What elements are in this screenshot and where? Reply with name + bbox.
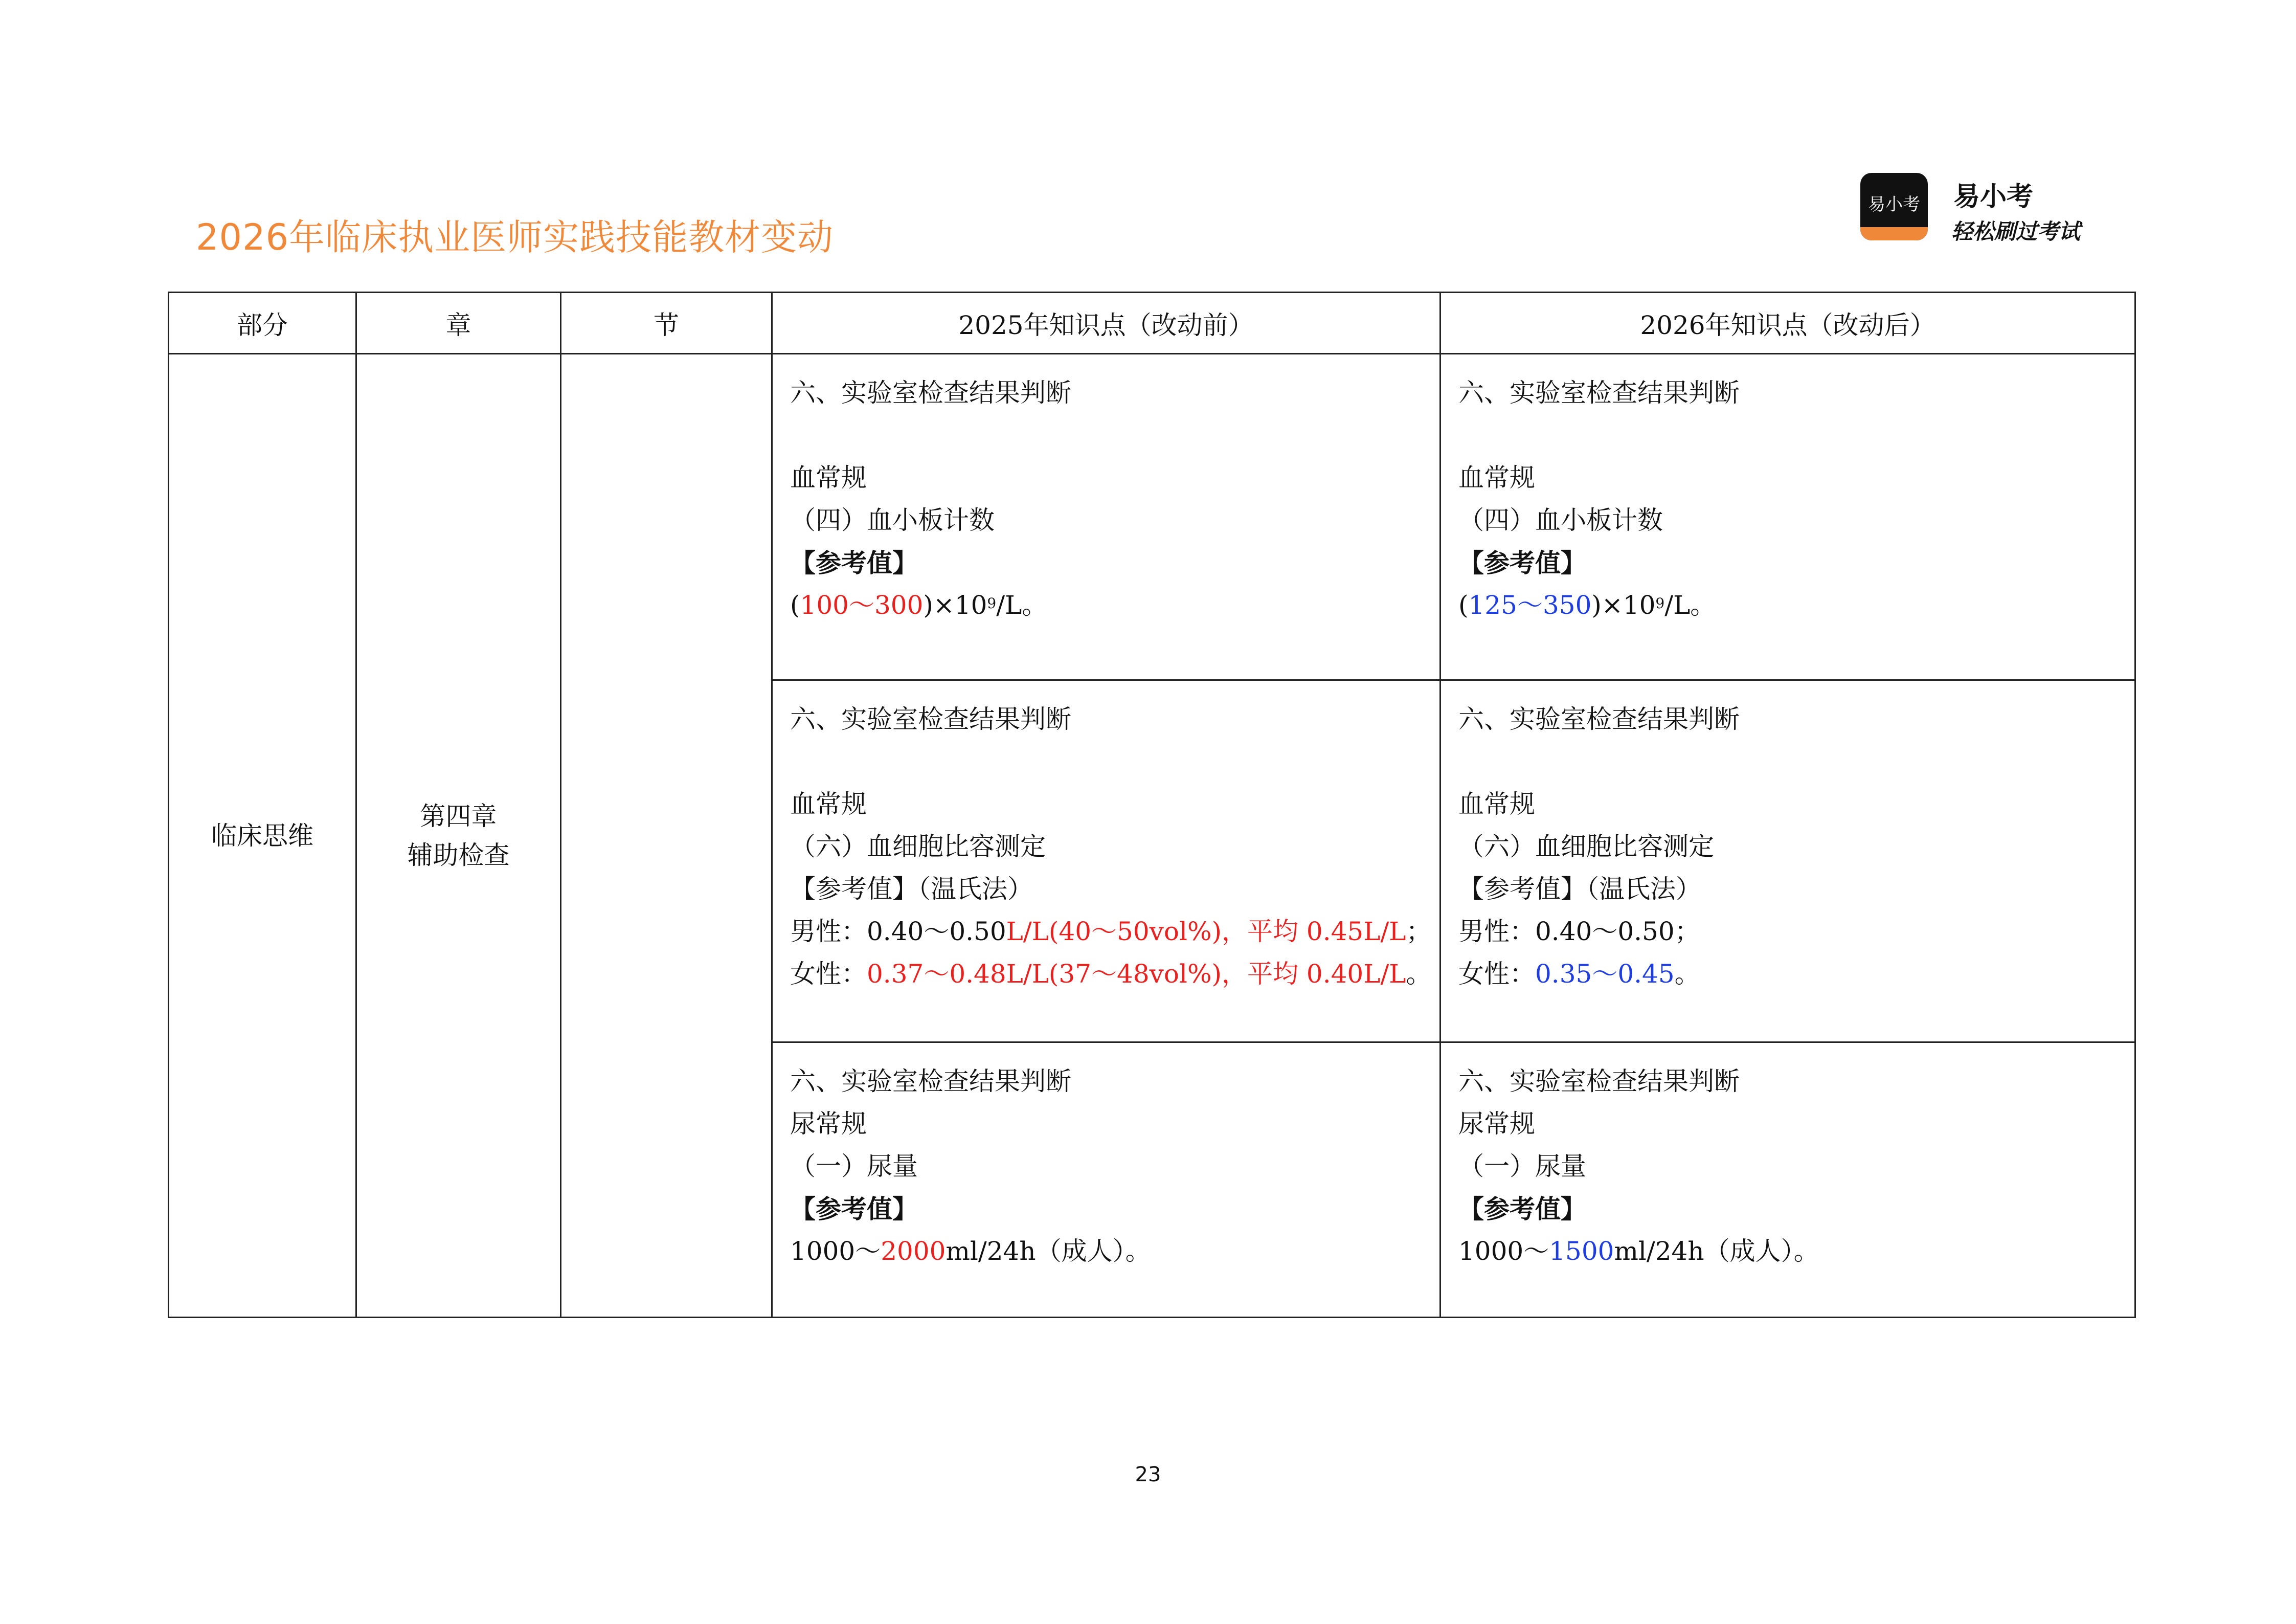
added-value: 1500 xyxy=(1549,1236,1614,1266)
cell-value: 1000～1500ml/24h（成人）。 xyxy=(1458,1236,1819,1266)
cell-item: （四）血小板计数 xyxy=(790,505,995,535)
cell-value: 1000～2000ml/24h（成人）。 xyxy=(790,1236,1151,1266)
added-value: 125～350 xyxy=(1468,590,1592,620)
removed-value: L/L(40～50vol%)，平均 0.45L/L xyxy=(1006,917,1406,946)
logo-slogan: 轻松刷过考试 xyxy=(1951,219,2081,244)
cell-value: $(125\sim 350)\times 10^9/L$。 xyxy=(1458,590,1716,620)
brand-logo xyxy=(1860,173,2147,250)
cell-female-value: 女性：0.35～0.45。 xyxy=(1458,959,1700,989)
part-cell xyxy=(169,354,356,1318)
cell-male-value: 男性：0.40～0.50L/L(40～50vol%)，平均 0.45L/L； xyxy=(790,917,1432,946)
cell-ref-label: 【参考值】（温氏法） xyxy=(790,874,1033,904)
cell-item: （四）血小板计数 xyxy=(1458,505,1663,535)
cell-ref-label: 【参考值】 xyxy=(790,1194,918,1224)
cell-item: （一）尿量 xyxy=(1458,1151,1586,1181)
cell-ref-label: 【参考值】 xyxy=(1458,548,1586,578)
after-cell xyxy=(1440,680,2135,1042)
chapter-number: 第四章 xyxy=(420,801,497,831)
cell-heading: 六、实验室检查结果判断 xyxy=(790,1066,1071,1096)
cell-category: 血常规 xyxy=(1458,789,1535,819)
changes-table xyxy=(168,292,2136,1318)
cell-heading: 六、实验室检查结果判断 xyxy=(790,704,1071,734)
chapter-title: 辅助检查 xyxy=(407,840,510,870)
after-cell xyxy=(1440,1042,2135,1318)
cell-heading: 六、实验室检查结果判断 xyxy=(1458,378,1740,408)
header-after: 2026年知识点（改动后） xyxy=(1440,293,2135,354)
cell-male-value: 男性：0.40～0.50； xyxy=(1458,917,1700,946)
cell-category: 尿常规 xyxy=(1458,1109,1535,1139)
cell-category: 血常规 xyxy=(790,789,867,819)
removed-value: 2000 xyxy=(881,1236,946,1266)
table-row xyxy=(169,354,2135,680)
cell-ref-label: 【参考值】 xyxy=(790,548,918,578)
before-cell xyxy=(772,1042,1440,1318)
cell-item: （六）血细胞比容测定 xyxy=(790,832,1046,861)
cell-heading: 六、实验室检查结果判断 xyxy=(790,378,1071,408)
part-text: 临床思维 xyxy=(211,820,313,851)
cell-category: 尿常规 xyxy=(790,1109,867,1139)
logo-name: 易小考 xyxy=(1953,182,2034,212)
cell-item: （一）尿量 xyxy=(790,1151,918,1181)
table-header-row xyxy=(169,293,2135,354)
cell-ref-label: 【参考值】（温氏法） xyxy=(1458,874,1701,904)
removed-value: 100～300 xyxy=(800,590,924,620)
cell-female-value: 女性：0.37～0.48L/L(37～48vol%)，平均 0.40L/L。 xyxy=(790,959,1432,989)
header-section: 节 xyxy=(561,293,772,354)
added-value: 0.35～0.45 xyxy=(1535,959,1675,989)
cell-item: （六）血细胞比容测定 xyxy=(1458,832,1714,861)
logo-icon xyxy=(1860,173,1928,240)
cell-value: $(100\sim 300)\times 10^9/L$。 xyxy=(790,590,1048,620)
cell-ref-label: 【参考值】 xyxy=(1458,1194,1586,1224)
cell-category: 血常规 xyxy=(790,463,867,493)
page-number: 23 xyxy=(1135,1463,1161,1486)
logo-box-text: 易小考 xyxy=(1868,194,1920,215)
chapter-cell xyxy=(356,354,561,1318)
page-title: 2026年临床执业医师实践技能教材变动 xyxy=(196,216,834,258)
before-cell xyxy=(772,680,1440,1042)
cell-heading: 六、实验室检查结果判断 xyxy=(1458,1066,1740,1096)
section-cell xyxy=(561,354,772,1318)
before-cell xyxy=(772,354,1440,680)
after-cell xyxy=(1440,354,2135,680)
header-chapter: 章 xyxy=(356,293,561,354)
removed-value: 0.37～0.48L/L(37～48vol%)，平均 0.40L/L xyxy=(867,959,1406,989)
cell-heading: 六、实验室检查结果判断 xyxy=(1458,704,1740,734)
header-before: 2025年知识点（改动前） xyxy=(772,293,1440,354)
header-part: 部分 xyxy=(169,293,356,354)
cell-category: 血常规 xyxy=(1458,463,1535,493)
